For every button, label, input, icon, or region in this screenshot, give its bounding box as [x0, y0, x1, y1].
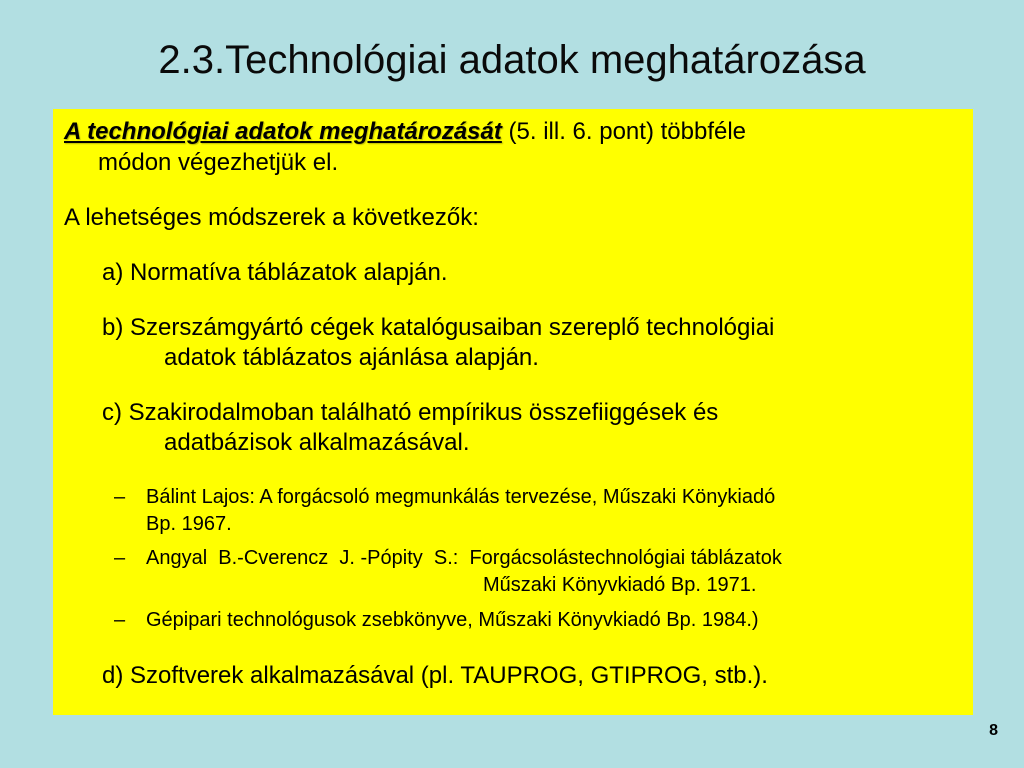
- reference-dash-3: –: [114, 609, 126, 631]
- method-a: a) Normatíva táblázatok alapján.: [102, 259, 448, 286]
- reference-1-line-1: Bálint Lajos: A forgácsoló megmunkálás tervezése, Műszaki Könykiadó: [146, 486, 776, 508]
- reference-2-line-1: Angyal B.-Cverencz J. -Pópity S.: Forgácsolástechnológiai táblázatok: [146, 547, 782, 569]
- reference-dash-1: –: [114, 486, 126, 508]
- intro-line-2: módon végezhetjük el.: [98, 149, 339, 176]
- page-number: 8: [989, 722, 998, 739]
- reference-2-line-2: Műszaki Könyvkiadó Bp. 1971.: [483, 574, 757, 596]
- reference-3-line-1: Gépipari technológusok zsebkönyve, Műszaki Könyvkiadó Bp. 1984.): [146, 609, 759, 631]
- intro-emphasis: A technológiai adatok meghatározását: [64, 118, 502, 145]
- method-b-line-2: adatok táblázatos ajánlása alapján.: [164, 344, 539, 371]
- method-c-line-1: c) Szakirodalmoban található empírikus összefiiggések és: [102, 399, 719, 426]
- method-b-line-1: b) Szerszámgyártó cégek katalógusaiban szereplő technológiai: [102, 314, 775, 341]
- reference-1-line-2: Bp. 1967.: [146, 513, 232, 535]
- method-d: d) Szoftverek alkalmazásával (pl. TAUPROG, GTIPROG, stb.).: [102, 662, 768, 689]
- methods-heading: A lehetséges módszerek a következők:: [64, 204, 479, 231]
- method-c-line-2: adatbázisok alkalmazásával.: [164, 429, 470, 456]
- intro-line-1: [64, 117, 746, 146]
- reference-dash-2: –: [114, 547, 126, 569]
- slide-title: 2.3.Technológiai adatok meghatározása: [158, 38, 866, 82]
- intro-rest: (5. ill. 6. pont) többféle: [501, 118, 747, 145]
